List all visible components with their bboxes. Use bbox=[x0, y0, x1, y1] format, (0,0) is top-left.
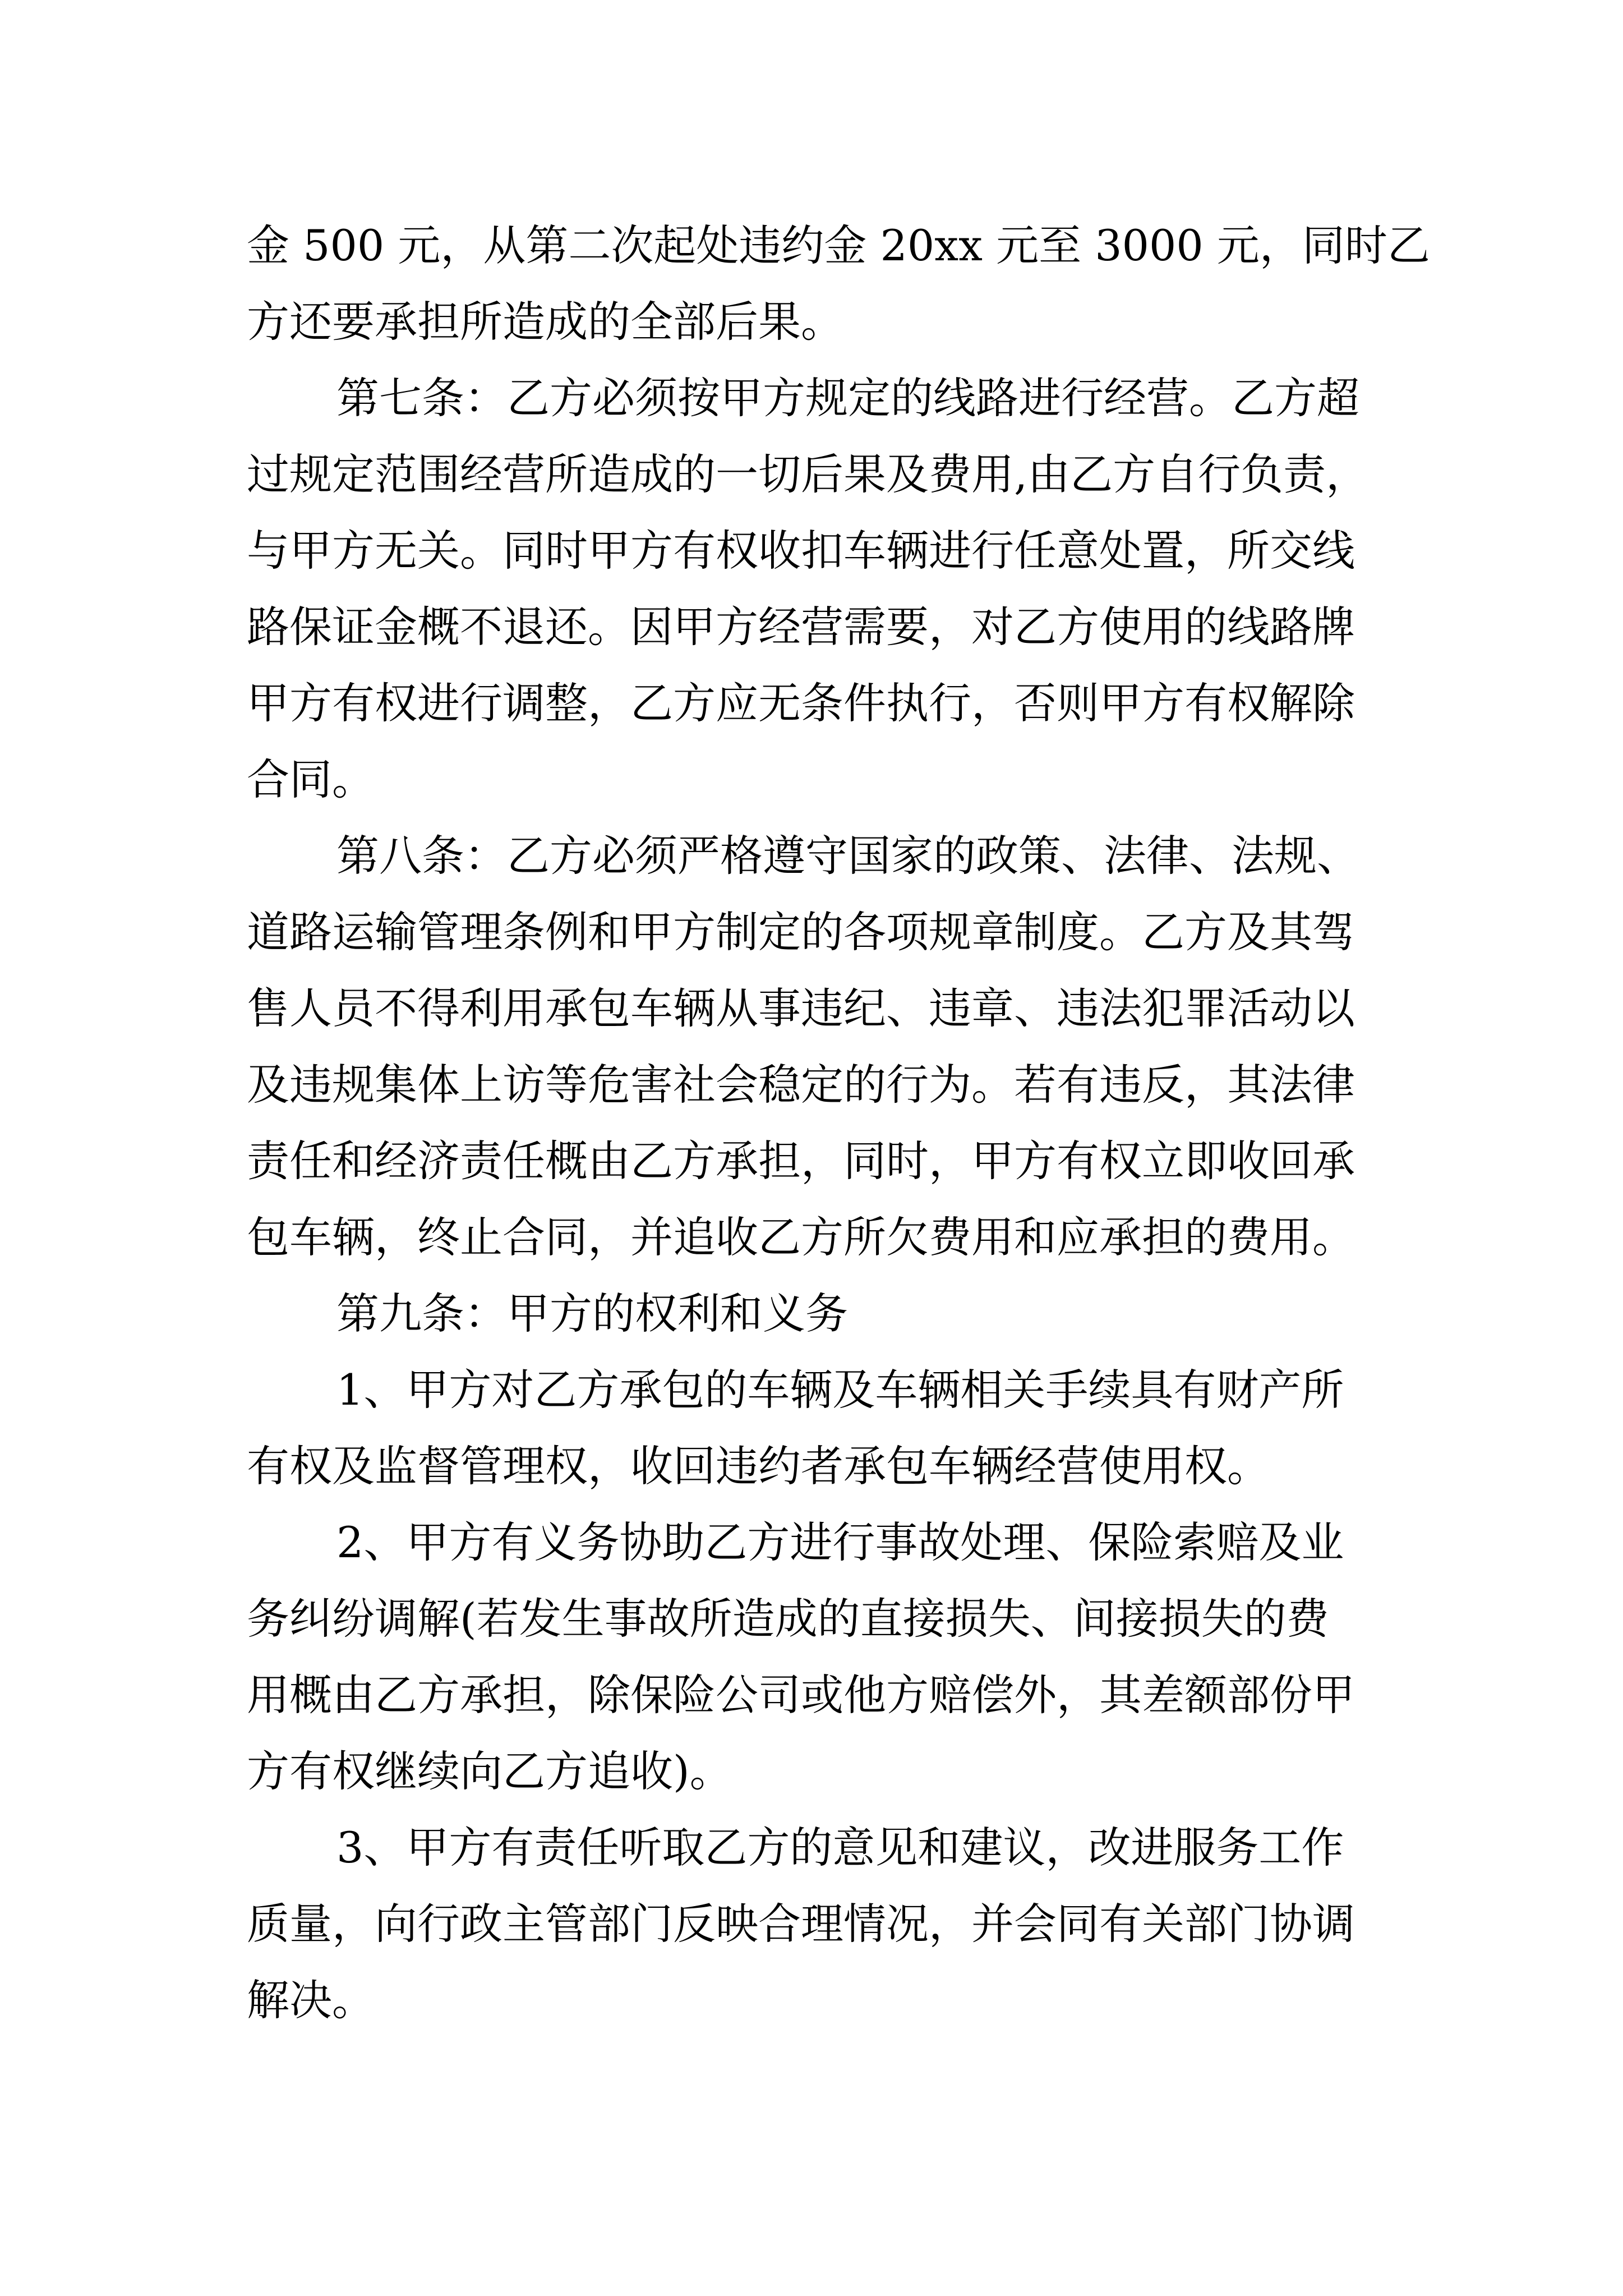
text-line: 3、甲方有责任听取乙方的意见和建议，改进服务工作 bbox=[336, 1823, 1344, 1872]
text-line: 包车辆，终止合同，并追收乙方所欠费用和应承担的费用。 bbox=[247, 1212, 1355, 1262]
text-line: 及违规集体上访等危害社会稳定的行为。若有违反，其法律 bbox=[247, 1060, 1355, 1110]
text-line: 解决。 bbox=[247, 1975, 375, 2025]
text-line: 道路运输管理条例和甲方制定的各项规章制度。乙方及其驾 bbox=[247, 907, 1355, 957]
text-line: 1、甲方对乙方承包的车辆及车辆相关手续具有财产所 bbox=[336, 1365, 1344, 1415]
text-line: 务纠纷调解(若发生事故所造成的直接损失、间接损失的费 bbox=[247, 1594, 1329, 1644]
text-line: 甲方有权进行调整，乙方应无条件执行，否则甲方有权解除 bbox=[247, 678, 1355, 728]
text-line: 质量，向行政主管部门反映合理情况，并会同有关部门协调 bbox=[247, 1899, 1355, 1949]
text-line: 过规定范围经营所造成的一切后果及费用,由乙方自行负责， bbox=[247, 449, 1369, 499]
text-line: 第七条：乙方必须按甲方规定的线路进行经营。乙方超 bbox=[336, 373, 1359, 423]
text-line: 第八条：乙方必须严格遵守国家的政策、法律、法规、 bbox=[336, 831, 1359, 881]
text-line: 用概由乙方承担，除保险公司或他方赔偿外，其差额部份甲 bbox=[247, 1670, 1355, 1720]
text-line: 合同。 bbox=[247, 754, 375, 804]
text-line: 路保证金概不退还。因甲方经营需要，对乙方使用的线路牌 bbox=[247, 602, 1355, 652]
text-line: 方有权继续向乙方追收)。 bbox=[247, 1746, 732, 1796]
text-line: 第九条：甲方的权利和义务 bbox=[336, 1289, 848, 1338]
text-line: 2、甲方有义务协助乙方进行事故处理、保险索赔及业 bbox=[336, 1517, 1344, 1567]
text-line: 责任和经济责任概由乙方承担，同时，甲方有权立即收回承 bbox=[247, 1136, 1355, 1186]
text-line: 有权及监督管理权，收回违约者承包车辆经营使用权。 bbox=[247, 1441, 1270, 1491]
text-line: 方还要承担所造成的全部后果。 bbox=[247, 297, 843, 347]
text-line: 金 500 元，从第二次起处违约金 20xx 元至 3000 元，同时乙 bbox=[247, 220, 1430, 270]
text-line: 售人员不得利用承包车辆从事违纪、违章、违法犯罪活动以 bbox=[247, 983, 1355, 1033]
text-line: 与甲方无关。同时甲方有权收扣车辆进行任意处置，所交线 bbox=[247, 526, 1355, 576]
